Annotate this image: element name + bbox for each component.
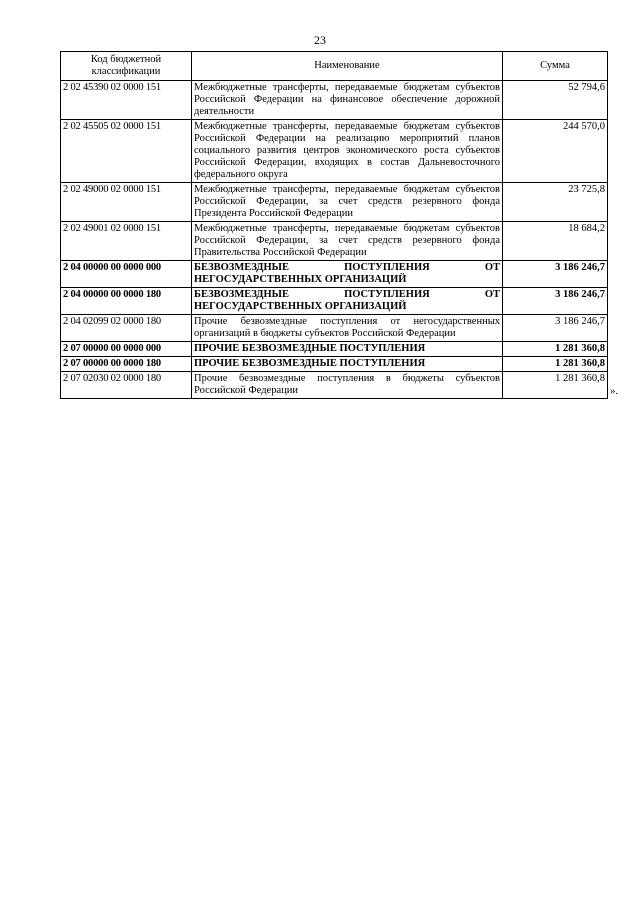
name-cell: БЕЗВОЗМЕЗДНЫЕ ПОСТУПЛЕНИЯ ОТ НЕГОСУДАРСТВЕННЫХ ОРГАНИЗАЦИЙ	[192, 261, 503, 288]
table-row	[61, 81, 608, 120]
budget-code-cell: 2 07 02030 02 0000 180	[61, 372, 192, 399]
sum-cell: 18 684,2	[503, 222, 608, 261]
budget-code-cell: 2 04 00000 00 0000 000	[61, 261, 192, 288]
budget-code-cell: 2 04 02099 02 0000 180	[61, 315, 192, 342]
budget-classification-table	[60, 51, 608, 399]
budget-code-cell: 2 04 00000 00 0000 180	[61, 288, 192, 315]
sum-cell: 3 186 246,7	[503, 261, 608, 288]
table-row	[61, 183, 608, 222]
table-row	[61, 222, 608, 261]
table-row	[61, 120, 608, 183]
budget-code-cell: 2 02 45505 02 0000 151	[61, 120, 192, 183]
name-cell: Прочие безвозмездные поступления в бюджеты субъектов Российской Федерации	[192, 372, 503, 399]
header-name: Наименование	[192, 52, 503, 81]
table-row	[61, 261, 608, 288]
sum-cell: 244 570,0	[503, 120, 608, 183]
name-cell: Межбюджетные трансферты, передаваемые бюджетам субъектов Российской Федерации на реализацию мероприятий планов социального развития центров экономического роста субъектов Российской Федерации, входящих в состав Дальневосточного федерального округа	[192, 120, 503, 183]
table-header-row	[61, 52, 608, 81]
budget-code-cell: 2 07 00000 00 0000 180	[61, 357, 192, 372]
budget-code-cell: 2 02 49000 02 0000 151	[61, 183, 192, 222]
header-code: Код бюджетной классификации	[61, 52, 192, 81]
sum-cell: 1 281 360,8	[503, 357, 608, 372]
name-cell: Межбюджетные трансферты, передаваемые бюджетам субъектов Российской Федерации, за счет средств резервного фонда Правительства Российской Федерации	[192, 222, 503, 261]
page-number: 23	[314, 33, 326, 47]
table-row	[61, 315, 608, 342]
sum-cell: 1 281 360,8	[503, 372, 608, 399]
name-cell: Межбюджетные трансферты, передаваемые бюджетам субъектов Российской Федерации на финансовое обеспечение дорожной деятельности	[192, 81, 503, 120]
table-row	[61, 357, 608, 372]
closing-quote-mark: ».	[610, 384, 619, 397]
budget-code-cell: 2 02 49001 02 0000 151	[61, 222, 192, 261]
name-cell: Межбюджетные трансферты, передаваемые бюджетам субъектов Российской Федерации, за счет средств резервного фонда Президента Российской Федерации	[192, 183, 503, 222]
budget-code-cell: 2 02 45390 02 0000 151	[61, 81, 192, 120]
sum-cell: 23 725,8	[503, 183, 608, 222]
table-body	[61, 81, 608, 399]
name-cell: ПРОЧИЕ БЕЗВОЗМЕЗДНЫЕ ПОСТУПЛЕНИЯ	[192, 357, 503, 372]
table-row	[61, 342, 608, 357]
sum-cell: 3 186 246,7	[503, 288, 608, 315]
name-cell: Прочие безвозмездные поступления от негосударственных организаций в бюджеты субъектов Российской Федерации	[192, 315, 503, 342]
sum-cell: 1 281 360,8	[503, 342, 608, 357]
sum-cell: 52 794,6	[503, 81, 608, 120]
name-cell: БЕЗВОЗМЕЗДНЫЕ ПОСТУПЛЕНИЯ ОТ НЕГОСУДАРСТВЕННЫХ ОРГАНИЗАЦИЙ	[192, 288, 503, 315]
name-cell: ПРОЧИЕ БЕЗВОЗМЕЗДНЫЕ ПОСТУПЛЕНИЯ	[192, 342, 503, 357]
table-row	[61, 372, 608, 399]
header-sum: Сумма	[503, 52, 608, 81]
sum-cell: 3 186 246,7	[503, 315, 608, 342]
table-row	[61, 288, 608, 315]
budget-code-cell: 2 07 00000 00 0000 000	[61, 342, 192, 357]
